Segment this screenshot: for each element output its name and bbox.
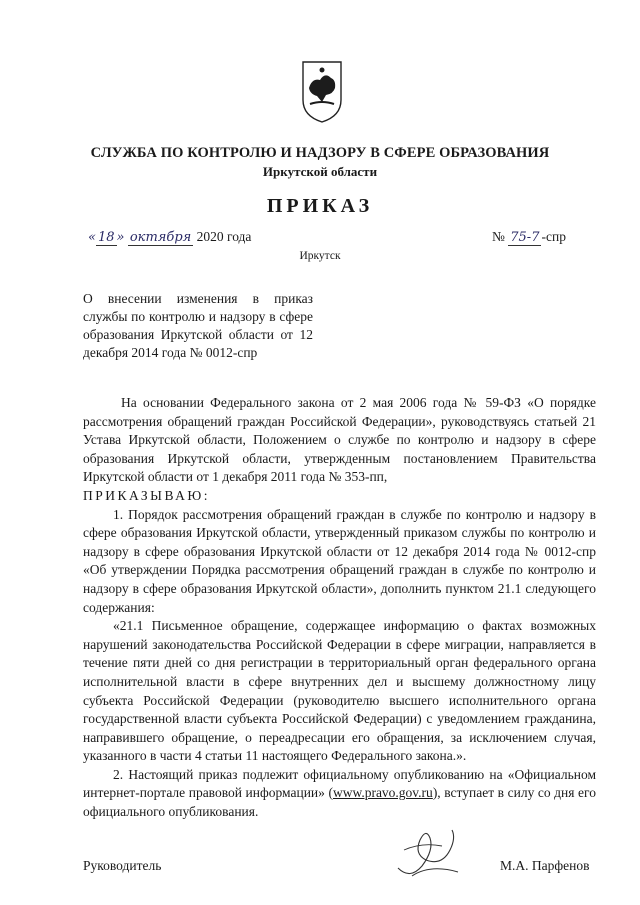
date-day: 18: [97, 230, 115, 245]
date-year: 2020 года: [196, 229, 252, 244]
item-2-text-end: ), вступает в силу со дня его официального опубликования.: [83, 785, 596, 820]
org-subtitle: Иркутской области: [262, 164, 378, 179]
document-type: ПРИКАЗ: [266, 195, 374, 217]
signer-position: Руководитель: [83, 858, 162, 873]
number-suffix: -спр: [541, 229, 566, 244]
date-close-quote: »: [116, 230, 125, 245]
document-body: [83, 394, 596, 822]
handwritten-signature-icon: [392, 820, 464, 888]
item-2: [83, 766, 596, 822]
document-subject: О внесении изменения в приказ службы по контролю и надзору в сфере образования Иркутской области от 12 декабря 2014 года № 0012-спр: [83, 291, 313, 360]
signer-name: М.А. Парфенов: [500, 858, 590, 873]
date-open-quote: «: [88, 230, 96, 245]
city: Иркутск: [299, 250, 341, 262]
date-month: октября: [129, 230, 192, 245]
org-title: СЛУЖБА ПО КОНТРОЛЮ И НАДЗОРУ В СФЕРЕ ОБРАЗОВАНИЯ: [90, 145, 550, 161]
item-1: 1. Порядок рассмотрения обращений граждан в службе по контролю и надзору в сфере образования Иркутской области, утвержденный приказом службы по контролю и надзору в сфере образования Иркутской области от 12 декабря 2014 года № 0012-спр «Об утверждении Порядка рассмотрения обращений граждан в службе по контролю и надзору в сфере образования Иркутской области», дополнить пунктом 21.1 следующего содержания:: [83, 506, 596, 615]
number-prefix: №: [492, 229, 505, 244]
item-2-text: 2. Настоящий приказ подлежит официальному опубликованию на «Официальном интернет-портале правовой информации» (: [83, 766, 596, 801]
order-word: ПРИКАЗЫВАЮ:: [83, 487, 210, 503]
pravo-link[interactable]: www.pravo.gov.ru: [332, 785, 433, 801]
coat-of-arms-icon: [300, 60, 344, 124]
item-1-quote: «21.1 Письменное обращение, содержащее информацию о фактах возможных нарушений законодательства Российской Федерации в сфере миграции, направляется в течение пяти дней со дня регистрации в территориальный орган федерального органа исполнительной власти в сфере внутренних дел и высшему должностному лицу субъекта Российской Федерации (руководителю высшего исполнительного органа государственной власти субъекта Российской Федерации) с уведомлением гражданина, направившего обращение, о переадресации его обращения, за исключением случая, указанного в части 4 статьи 11 настоящего Федерального закона.».: [83, 618, 596, 764]
document-number: [492, 229, 566, 245]
preamble: На основании Федерального закона от 2 мая 2006 года № 59-ФЗ «О порядке рассмотрения обращений граждан Российской Федерации», руководствуясь статьей 21 Устава Иркутской области, Положением о службе по контролю и надзору в сфере образования Иркутской области, утвержденным постановлением Правительства Иркутской области от 1 декабря 2011 года № 353-пп,: [83, 395, 596, 485]
document-date: [88, 229, 251, 245]
number-value: 75-7: [510, 230, 540, 245]
